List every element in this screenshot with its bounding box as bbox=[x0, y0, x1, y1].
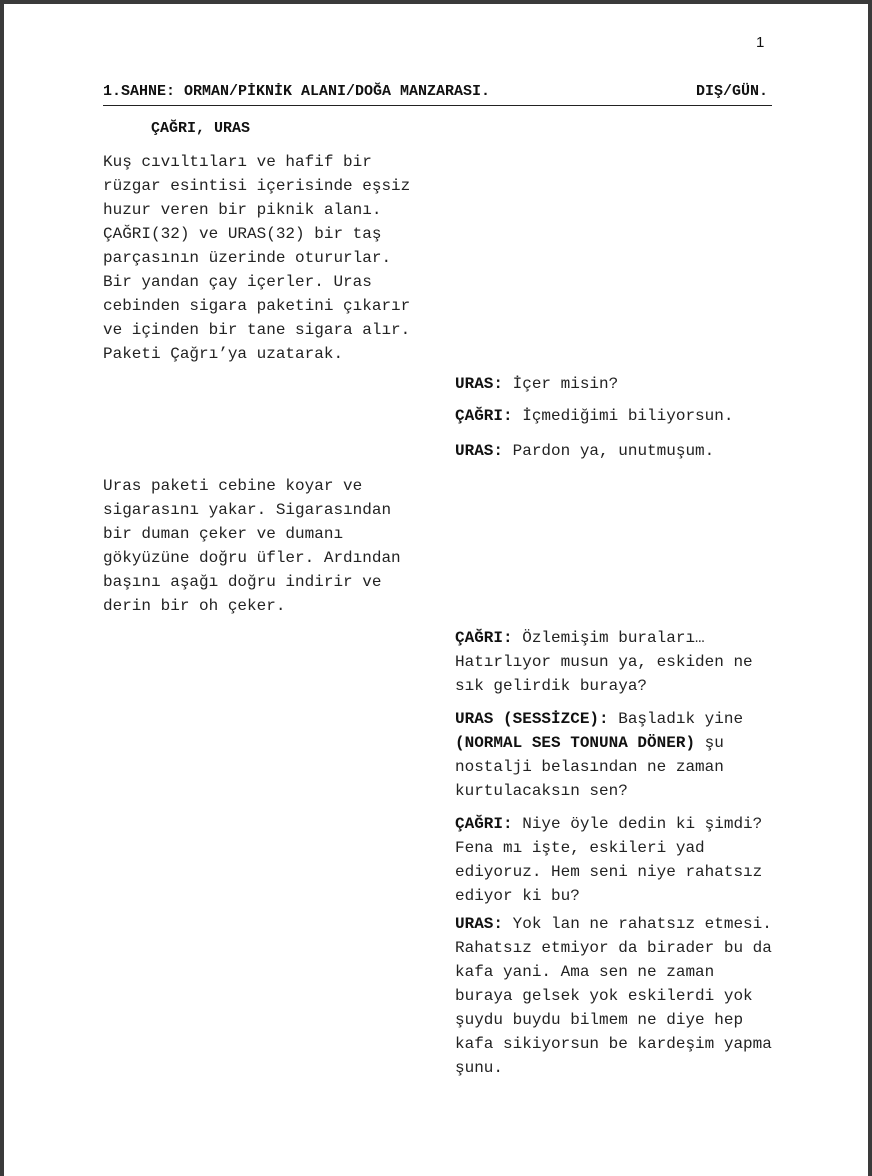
dialogue-line-3 bbox=[455, 439, 775, 463]
speaker-name: ÇAĞRI: bbox=[455, 407, 513, 425]
dialogue-text: İçer misin? bbox=[503, 375, 619, 393]
parenthetical: (NORMAL SES TONUNA DÖNER) bbox=[455, 734, 696, 752]
speaker-name: URAS: bbox=[455, 442, 504, 460]
dialogue-line-4 bbox=[455, 626, 775, 698]
dialogue-line-6 bbox=[455, 812, 775, 908]
speaker-name: URAS: bbox=[455, 915, 504, 933]
dialogue-text: Pardon ya, unutmuşum. bbox=[503, 442, 715, 460]
page-number: 1 bbox=[756, 34, 765, 51]
scene-time: DIŞ/GÜN. bbox=[695, 83, 768, 100]
speaker-name: URAS: bbox=[455, 375, 504, 393]
dialogue-text: Niye öyle dedin ki şimdi? Fena mı işte, eskileri yad ediyoruz. Hem seni niye rahatsız ediyor ki bu? bbox=[455, 815, 763, 905]
dialogue-text: Özlemişim buraları… Hatırlıyor musun ya, eskiden ne sık gelirdik buraya? bbox=[455, 629, 753, 695]
scene-location: 1.SAHNE: ORMAN/PİKNİK ALANI/DOĞA MANZARASI. bbox=[103, 83, 491, 100]
script-page bbox=[4, 4, 868, 1176]
speaker-name: URAS (SESSİZCE): bbox=[455, 710, 609, 728]
dialogue-line-5 bbox=[455, 707, 775, 803]
action-block-1: Kuş cıvıltıları ve hafif bir rüzgar esintisi içerisinde eşsiz huzur veren bir piknik alanı. ÇAĞRI(32) ve URAS(32) bir taş parçasının üzerinde otururlar. Bir yandan çay içerler. Uras cebinden sigara paketini çıkarır ve içinden bir tane sigara alır. Paketi Çağrı’ya uzatarak. bbox=[103, 153, 411, 363]
scene-heading bbox=[103, 83, 768, 106]
action-block-2: Uras paketi cebine koyar ve sigarasını yakar. Sigarasından bir duman çeker ve dumanı gökyüzüne doğru üfler. Ardından başını aşağı doğru indirir ve derin bir oh çeker. bbox=[103, 477, 401, 615]
dialogue-text-cont: şu nostalji belasından ne zaman kurtulacaksın sen? bbox=[455, 734, 724, 800]
dialogue-text: Başladık yine bbox=[608, 710, 744, 728]
dialogue-line-2 bbox=[455, 404, 775, 428]
dialogue-text: İçmediğimi biliyorsun. bbox=[512, 407, 734, 425]
speaker-name: ÇAĞRI: bbox=[455, 815, 513, 833]
dialogue-line-1 bbox=[455, 372, 775, 396]
scene-divider bbox=[103, 105, 772, 106]
dialogue-text: Yok lan ne rahatsız etmesi. Rahatsız etmiyor da birader bu da kafa yani. Ama sen ne zaman buraya gelsek yok eskilerdi yok şuydu buydu bilmem ne diye hep kafa sikiyorsun be kardeşim yapma şunu. bbox=[455, 915, 772, 1077]
speaker-name: ÇAĞRI: bbox=[455, 629, 513, 647]
scene-characters: ÇAĞRI, URAS bbox=[151, 120, 251, 137]
dialogue-line-7 bbox=[455, 912, 775, 1080]
